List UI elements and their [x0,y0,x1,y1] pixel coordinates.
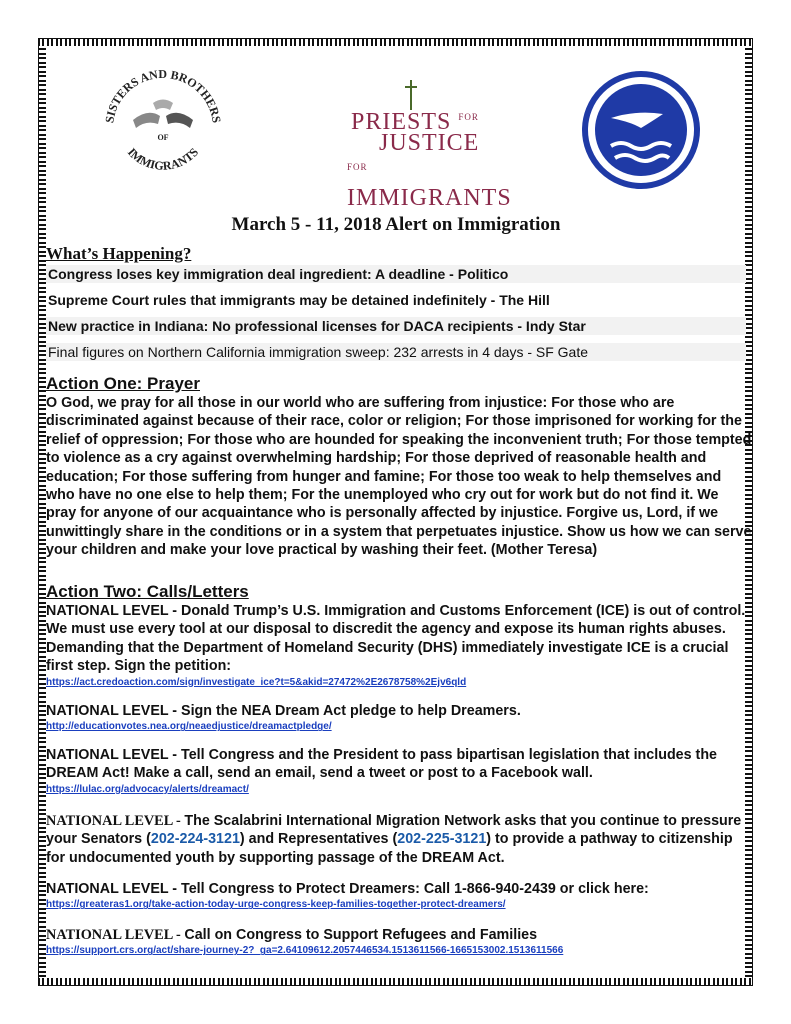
item-text: Sign the NEA Dream Act pledge to help Dreamers. [181,703,521,719]
item-text: Donald Trump’s U.S. Immigration and Customs Enforcement (ICE) is out of control. We must use every tool at our disposal to discredit the agency and expose its human rights abuses. Demanding that the Department of Homeland Security (DHS) immediately investigate ICE is a crucial first step. Sign the petition: [46,603,746,675]
svg-text:SISTERS AND BROTHERS [102,67,224,124]
item-lead: NATIONAL LEVEL - [46,747,182,763]
item-text: The Scalabrini International Migration Network asks that you continue to pressure your Senators ( [46,813,742,848]
news-item[interactable]: Supreme Court rules that immigrants may be detained indefinitely - The Hill [48,292,550,308]
logo-mid-priests: PRIESTS [351,109,452,135]
svg-text:IMMIGRANTS [125,145,202,173]
petition-link[interactable]: https://act.credoaction.com/sign/investigate_ice?t=5&akid=27472%2E2678758%2Ejv6qld [46,676,467,688]
news-item[interactable]: New practice in Indiana: No professional licenses for DACA recipients - Indy Star [46,317,746,335]
senators-phone[interactable]: 202-224-3121 [150,831,240,848]
logo-left-bottom-text: IMMIGRANTS [124,145,202,173]
logo-left-top-text: SISTERS AND BROTHERS [102,66,224,124]
dove-circle-logo [581,70,701,190]
item-text: ) and Representatives ( [239,831,398,848]
logo-mid-for1: FOR [458,112,479,122]
alert-document [46,46,752,957]
alert-title: March 5 - 11, 2018 Alert on Immigration [231,214,561,235]
action-two-heading: Action Two: Calls/Letters [46,582,249,601]
call-item-dream-act [46,746,752,797]
prayer-text: O God, we pray for all those in our world who are suffering from injustice: For those who are discriminated against because of their race, color or religion; For those imprisoned for working for the relief of oppression; For those who are hounded for speaking the inconvenient truth; For those tempted to violence as a cry against overwhelming hardship; For those deprived of reasonable health and education; For those suffering from hunger and famine; For those too weak to help themselves and who have no one else to help them; For the unemployed who cry out for work but do not find it. We pray for anyone of our acquaintance who is personally affected by injustice. Forgive us, Lord, if we unwittingly share in the conditions or in a system that perpetuates injustice. Show us how we can serve your children and make your love practical by washing their feet. (Mother Teresa) [46,395,752,559]
greateras-link[interactable]: https://greateras1.org/take-action-today-urge-congress-keep-families-together-protect-dreamers/ [46,899,506,911]
news-item[interactable]: Congress loses key immigration deal ingredient: A deadline - Politico [46,265,746,283]
whats-happening-heading: What’s Happening? [46,244,192,263]
call-item-scalabrini [46,812,752,867]
action-one-heading: Action One: Prayer [46,374,200,393]
call-item-refugees [46,926,752,958]
crs-link[interactable]: https://support.crs.org/act/share-journey-2?_ga=2.64109612.2057446534.1513611566-1665153002.1513611566 [46,945,564,957]
item-lead: NATIONAL LEVEL - [46,813,185,829]
call-item-ice [46,602,752,690]
item-text: ) to provide a pathway to citizenship for undocumented youth by supporting passage of the DREAM Act. [46,831,733,866]
hands-icon [133,100,193,129]
logo-mid-immigrants: IMMIGRANTS [347,185,512,211]
logo-mid-justice: JUSTICE [379,130,480,156]
item-lead: NATIONAL LEVEL - [46,603,182,619]
lulac-link[interactable]: https://lulac.org/advocacy/alerts/dreamact/ [46,783,249,795]
item-lead: NATIONAL LEVEL - [46,881,182,897]
logo-mid-for2: FOR [347,162,368,172]
representatives-phone[interactable]: 202-225-3121 [397,831,487,848]
item-text: Tell Congress to Protect Dreamers: Call 1-866-940-2439 or click here: [181,881,649,897]
item-text: Call on Congress to Support Refugees and Families [184,927,538,943]
call-item-protect-dreamers [46,880,752,912]
logo-row [46,46,746,211]
logo-left-of-text: OF [157,133,169,142]
priests-justice-logo [311,92,521,211]
call-item-nea [46,702,752,734]
item-lead: NATIONAL LEVEL - [46,927,185,943]
item-text: Tell Congress and the President to pass bipartisan legislation that includes the DREAM Act! Make a call, send an email, send a tweet or post to a Facebook wall. [46,747,718,782]
sisters-brothers-logo [98,58,228,188]
item-lead: NATIONAL LEVEL - [46,703,182,719]
nea-pledge-link[interactable]: http://educationvotes.nea.org/neaedjustice/dreamactpledge/ [46,721,332,733]
news-item[interactable]: Final figures on Northern California immigration sweep: 232 arrests in 4 days - SF Gate [46,343,746,361]
